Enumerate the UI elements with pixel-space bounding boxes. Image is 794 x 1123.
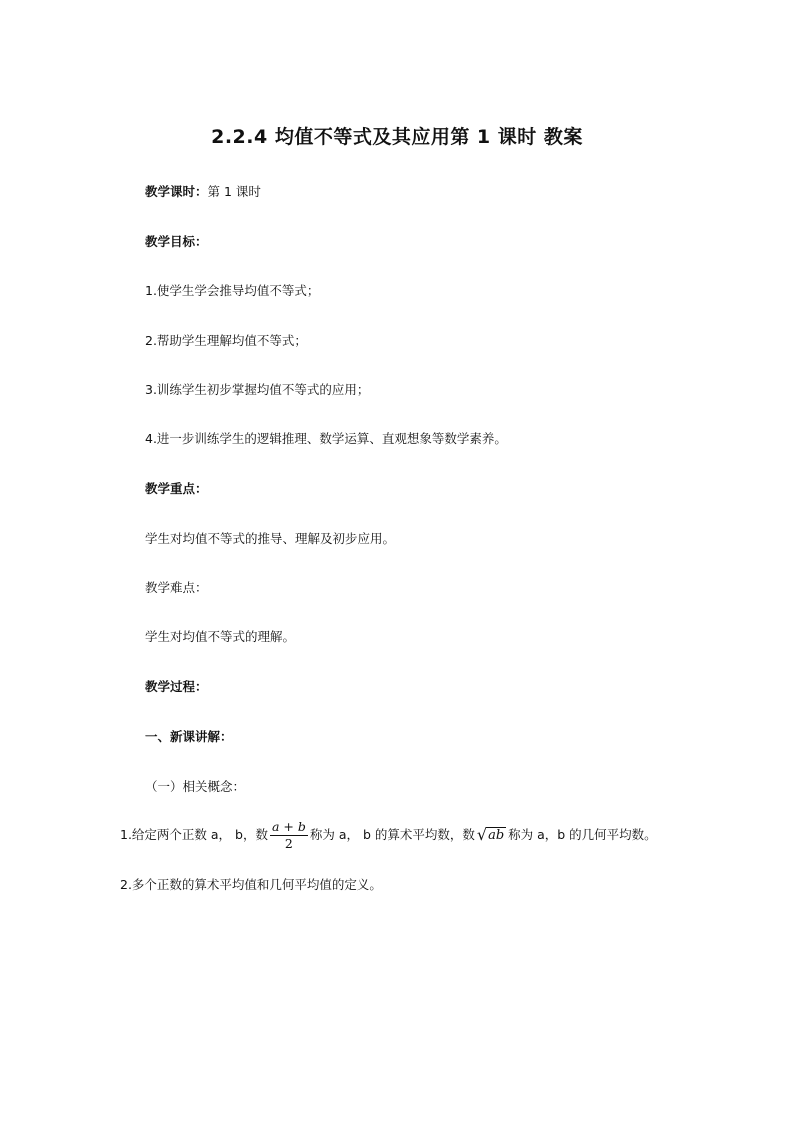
- difficulty-label: 教学难点：: [145, 580, 208, 595]
- process-label: 教学过程：: [145, 679, 208, 694]
- fraction-numerator: a + b: [271, 818, 306, 834]
- concept-one-middle: 称为 a， b 的算术平均数，数: [309, 827, 475, 842]
- section-one-heading: 一、新课讲解：: [145, 729, 233, 744]
- sqrt-radicand: ab: [488, 828, 505, 843]
- geometric-mean-sqrt: [477, 816, 506, 854]
- objectives-label: 教学目标：: [145, 234, 208, 249]
- subsection-one-heading: （一）相关概念：: [145, 779, 246, 794]
- difficulty-text: 学生对均值不等式的理解。: [145, 629, 296, 644]
- key-point-label: 教学重点：: [145, 481, 208, 496]
- concept-one-line: [120, 816, 657, 854]
- objective-item-4: 4.进一步训练学生的逻辑推理、数学运算、直观想象等数学素养。: [145, 431, 507, 446]
- concept-two-line: 2.多个正数的算术平均值和几何平均值的定义。: [120, 877, 382, 892]
- concept-one-suffix: 称为 a，b 的几何平均数。: [508, 827, 657, 842]
- radical-sign-icon: √: [476, 825, 488, 844]
- document-title: 2.2.4 均值不等式及其应用第 1 课时 教案: [211, 126, 583, 148]
- concept-one-prefix: 1.给定两个正数 a， b，数: [120, 827, 268, 842]
- objective-item-2: 2.帮助学生理解均值不等式；: [145, 333, 307, 348]
- lesson-hours-line: [145, 184, 261, 200]
- lesson-hours-value: 第 1 课时: [207, 184, 261, 199]
- fraction-denominator: 2: [284, 835, 293, 851]
- objective-item-3: 3.训练学生初步掌握均值不等式的应用；: [145, 382, 370, 397]
- lesson-hours-label: 教学课时：: [145, 184, 208, 199]
- objective-item-1: 1.使学生学会推导均值不等式；: [145, 283, 320, 298]
- key-point-text: 学生对均值不等式的推导、理解及初步应用。: [145, 531, 396, 546]
- arithmetic-mean-fraction: [270, 819, 308, 851]
